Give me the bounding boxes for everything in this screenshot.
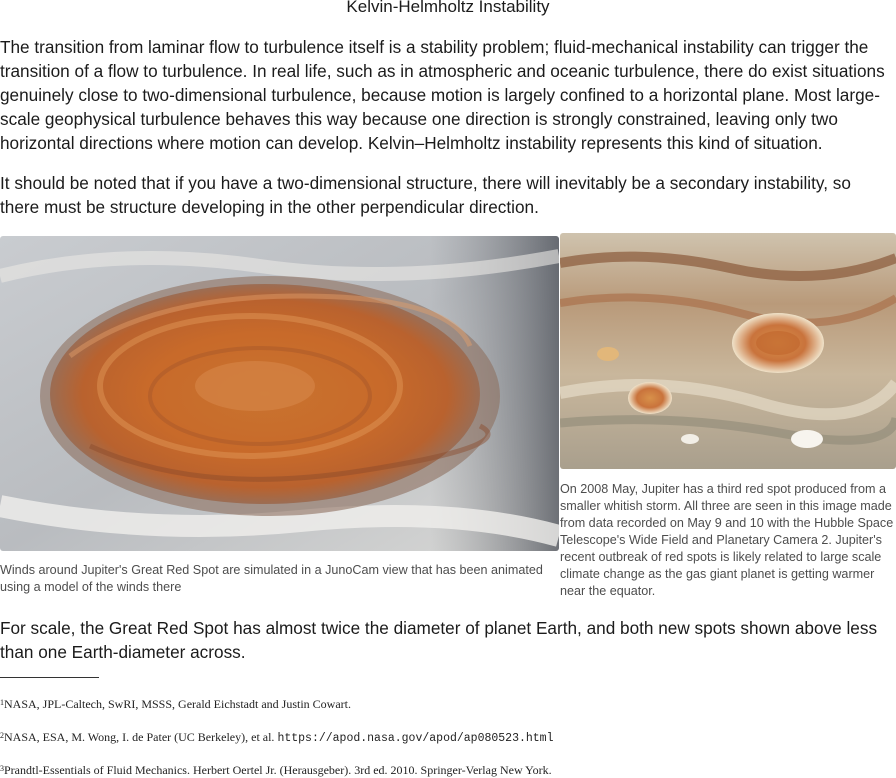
- footnote-text: Prandtl-Essentials of Fluid Mechanics. Herbert Oertel Jr. (Herausgeber). 3rd ed. 2010. Springer-Verlag New York.: [4, 763, 552, 777]
- red-spots-image: [560, 233, 896, 469]
- footnote-marker: 2: [0, 731, 4, 740]
- footnote-link[interactable]: https://apod.nasa.gov/apod/ap080523.html: [277, 732, 554, 745]
- secondary-instability-paragraph: It should be noted that if you have a two-dimensional structure, there will inevitably be a secondary instability, so there must be structure developing in the other perpendicular direction.: [0, 173, 851, 217]
- footnote-1: [0, 696, 351, 712]
- great-red-spot-image: [0, 236, 559, 551]
- great-red-spot-figure: [0, 236, 559, 594]
- page-title: Kelvin-Helmholtz Instability: [346, 0, 550, 16]
- footnote-3: [0, 762, 552, 778]
- intro-paragraph: The transition from laminar flow to turbulence itself is a stability problem; fluid-mechanical instability can trigger the transition of a flow to turbulence. In real life, such as in atmospheric and oceanic turbulence, there do exist situations genuinely close to two-dimensional turbulence, because motion is largely confined to a horizontal plane. Most large-scale geophysical turbulence behaves this way because one direction is strongly constrained, leaving only two horizontal directions where motion can develop. Kelvin–Helmholtz instability represents this kind of situation.: [0, 37, 885, 153]
- footnote-text: NASA, ESA, M. Wong, I. de Pater (UC Berkeley), et al.: [4, 730, 278, 744]
- footnote-marker: 1: [0, 698, 4, 707]
- great-red-spot-caption: Winds around Jupiter's Great Red Spot are simulated in a JunoCam view that has been animated using a model of the winds there: [0, 563, 543, 594]
- footnote-divider: [0, 677, 99, 678]
- red-spots-caption: On 2008 May, Jupiter has a third red spot produced from a smaller whitish storm. All three are seen in this image made from data recorded on May 9 and 10 with the Hubble Space Telescope's Wide Field and Planetary Camera 2. Jupiter's recent outbreak of red spots is likely related to large scale climate change as the gas giant planet is getting warmer near the equator.: [560, 482, 894, 598]
- red-spots-figure: [560, 233, 896, 598]
- footnote-text: NASA, JPL-Caltech, SwRI, MSSS, Gerald Eichstadt and Justin Cowart.: [4, 697, 351, 711]
- footnote-marker: 3: [0, 764, 4, 773]
- scale-paragraph: For scale, the Great Red Spot has almost twice the diameter of planet Earth, and both new spots shown above less than one Earth-diameter across.: [0, 618, 878, 662]
- footnote-2: [0, 729, 553, 747]
